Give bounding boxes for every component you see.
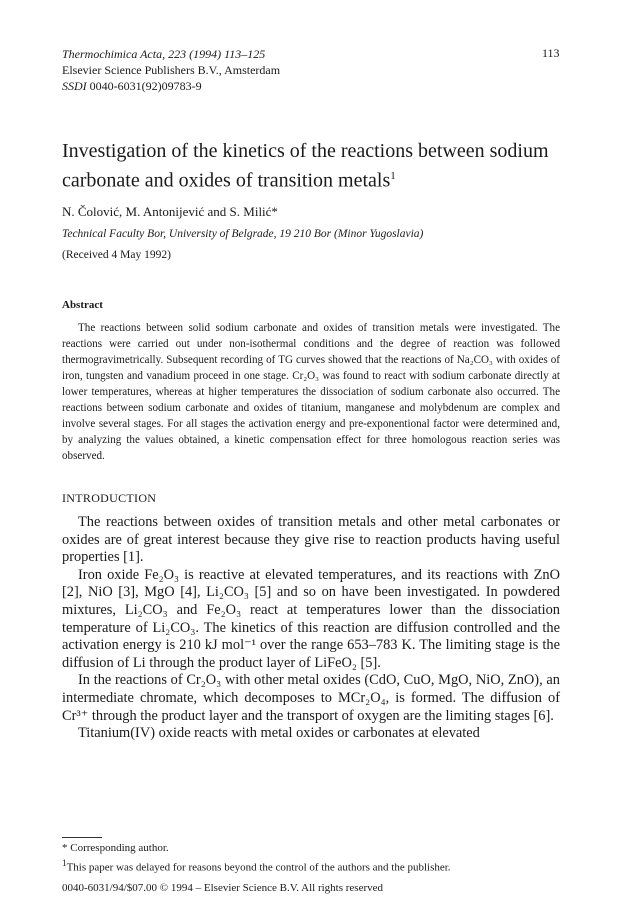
title-footnote-mark: 1	[390, 170, 396, 182]
intro-paragraph-4: Titanium(IV) oxide reacts with metal oxides or carbonates at elevated	[78, 725, 480, 742]
abstract-heading: Abstract	[62, 299, 103, 311]
intro-paragraph-1: The reactions between oxides of transition metals and other metal carbonates or oxides are of great interest because they give rise to reaction products having useful properties [1].	[62, 514, 560, 566]
abstract-text: The reactions between solid sodium carbonate and oxides of transition metals were investigated. The reactions were carried out under non-isothermal conditions and the degree of reaction was followed thermogravimetrically. Subsequent recording of TG curves showed that the reactions of Na₂CO₃ with oxides of iron, tungsten and vanadium proceed in one stage. Cr₂O₃ was found to react with sodium carbonate directly at lower temperatures, whereas at higher temperatures the dissociation of sodium carbonate also occurred. The reactions between sodium carbonate and oxides of titanium, manganese and molybdenum are complex and involve several stages. For all stages the activation energy and pre-exponentional factor were determined and, by analyzing the values obtained, a kinetic compensation effect for three homologous reaction series was observed.	[62, 322, 560, 462]
publisher-line: Elsevier Science Publishers B.V., Amsterdam	[62, 63, 281, 77]
footnote-delayed-text: This paper was delayed for reasons beyond the control of the authors and the publisher.	[66, 861, 451, 874]
footnote-delayed-mark: 1	[62, 858, 67, 868]
copyright-line: 0040-6031/94/$07.00 © 1994 – Elsevier Science B.V. All rights reserved	[62, 882, 383, 894]
ssdi-label: SSDI	[62, 79, 87, 93]
footnote-divider	[62, 837, 102, 838]
received-date: (Received 4 May 1992)	[62, 249, 171, 261]
introduction-heading: INTRODUCTION	[62, 491, 157, 505]
intro-paragraph-2: Iron oxide Fe₂O₃ is reactive at elevated temperatures, and its reactions with ZnO [2], NiO [3], MgO [4], Li₂CO₃ [5] and so on have been investigated. In powdered mixtures, Li₂CO₃ and Fe₂O₃ react at temperatures lower than the dissociation temperature of Li₂CO₃. The kinetics of this reaction are diffusion controlled and the activation energy is 210 kJ mol⁻¹ over the range 653–783 K. The limiting stage is the diffusion of Li through the product layer of LiFeO₂ [5].	[62, 566, 560, 671]
introduction-body	[62, 514, 560, 743]
article-title-text: Investigation of the kinetics of the reactions between sodium carbonate and oxides of transition metals	[62, 140, 549, 192]
journal-header	[62, 46, 280, 94]
abstract-body	[62, 320, 560, 464]
article-title	[62, 139, 582, 194]
ssdi-line	[62, 78, 280, 94]
page-number: 113	[542, 46, 560, 60]
journal-citation: Thermochimica Acta, 223 (1994) 113–125	[62, 47, 266, 61]
author-list: N. Čolović, M. Antonijević and S. Milić*	[62, 204, 278, 219]
affiliation: Technical Faculty Bor, University of Belgrade, 19 210 Bor (Minor Yugoslavia)	[62, 228, 424, 240]
footnote-corresponding: * Corresponding author.	[62, 842, 169, 854]
ssdi-number: 0040-6031(92)09783-9	[89, 79, 202, 93]
footnote-delayed	[62, 858, 562, 874]
intro-paragraph-3: In the reactions of Cr₂O₃ with other metal oxides (CdO, CuO, MgO, NiO, ZnO), an intermediate chromate, which decomposes to MCr₂O₄, is formed. The diffusion of Cr³⁺ through the product layer and the transport of oxygen are the limiting stages [6].	[62, 672, 560, 724]
